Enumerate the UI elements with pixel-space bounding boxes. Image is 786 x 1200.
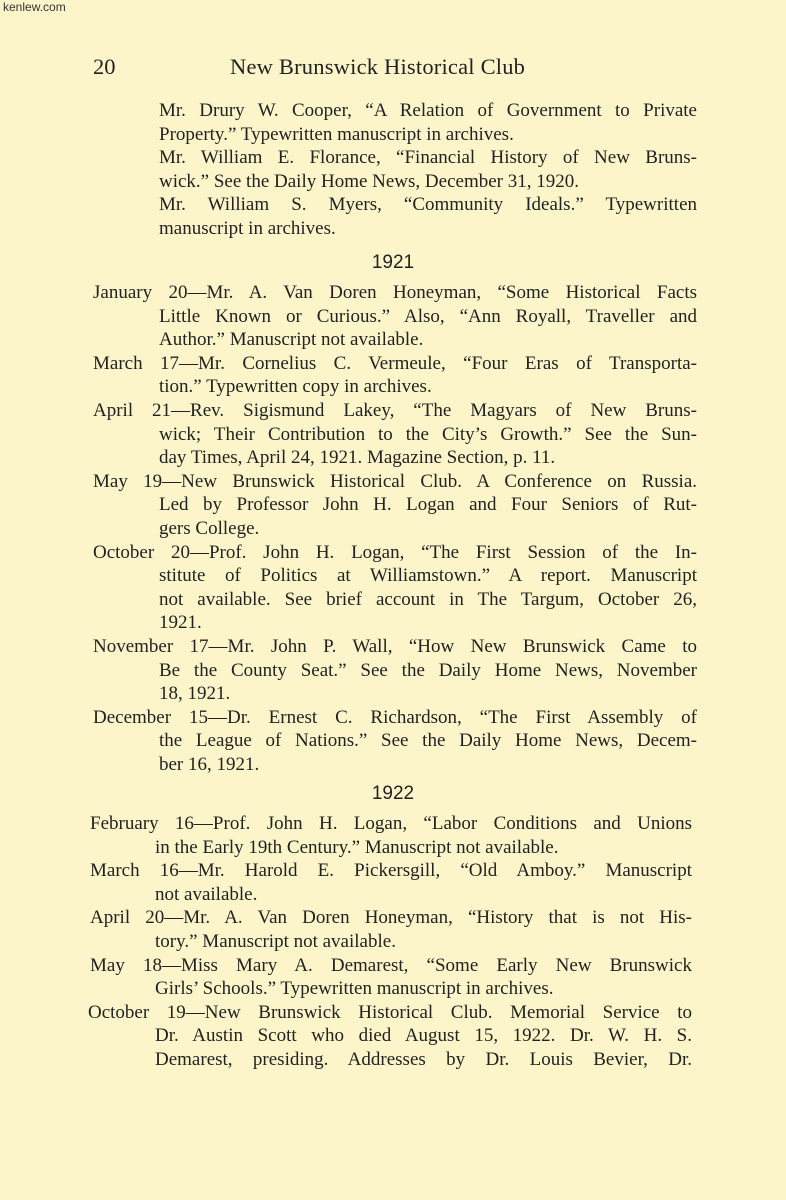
text-line: Dr. Austin Scott who died August 15, 1922. Dr. W. H. S. <box>155 1025 692 1047</box>
year-heading-1922: 1922 <box>371 783 415 804</box>
page-header <box>93 52 691 82</box>
text-line: April 21—Rev. Sigismund Lakey, “The Magyars of New Bruns- <box>93 400 697 421</box>
text-line: stitute of Politics at Williamstown.” A report. Manuscript <box>159 565 697 587</box>
text-line: May 19—New Brunswick Historical Club. A Conference on Russia. <box>93 470 697 492</box>
year-heading-1921: 1921 <box>371 252 415 273</box>
text-line: Demarest, presiding. Addresses by Dr. Louis Bevier, Dr. <box>155 1049 692 1070</box>
text-line: the League of Nations.” See the Daily Home News, Decem- <box>159 730 697 752</box>
text-line: not available. <box>155 883 258 905</box>
text-line: 1921. <box>159 612 202 634</box>
text-line: manuscript in archives. <box>159 218 336 239</box>
text-line: wick; Their Contribution to the City’s Growth.” See the Sun- <box>159 423 697 445</box>
text-line: Mr. Drury W. Cooper, “A Relation of Government to Private <box>159 100 697 121</box>
text-line: in the Early 19th Century.” Manuscript not available. <box>155 836 559 858</box>
text-line: December 15—Dr. Ernest C. Richardson, “The First Assembly of <box>93 706 697 728</box>
text-line: not available. See brief account in The Targum, October 26, <box>159 588 697 610</box>
text-line: March 17—Mr. Cornelius C. Vermeule, “Four Eras of Transporta- <box>93 352 697 374</box>
text-line: Little Known or Curious.” Also, “Ann Royall, Traveller and <box>159 305 697 327</box>
text-line: tion.” Typewritten copy in archives. <box>159 376 432 398</box>
text-line: October 20—Prof. John H. Logan, “The First Session of the In- <box>93 541 697 563</box>
text-line: day Times, April 24, 1921. Magazine Section, p. 11. <box>159 447 556 469</box>
watermark: kenlew.com <box>3 0 66 14</box>
text-line: February 16—Prof. John H. Logan, “Labor Conditions and Unions <box>90 813 692 834</box>
text-line: Property.” Typewritten manuscript in archives. <box>159 123 514 145</box>
text-line: wick.” See the Daily Home News, December 31, 1920. <box>159 170 579 192</box>
text-line: 18, 1921. <box>159 683 231 705</box>
text-line: November 17—Mr. John P. Wall, “How New Brunswick Came to <box>93 636 697 657</box>
text-line: March 16—Mr. Harold E. Pickersgill, “Old Amboy.” Manuscript <box>90 860 692 882</box>
text-line: October 19—New Brunswick Historical Club. Memorial Service to <box>88 1001 692 1023</box>
text-line: April 20—Mr. A. Van Doren Honeyman, “History that is not His- <box>90 907 692 929</box>
text-line: gers College. <box>159 518 260 539</box>
text-line: Girls’ Schools.” Typewritten manuscript in archives. <box>155 978 554 1000</box>
text-line: Author.” Manuscript not available. <box>159 329 424 351</box>
text-line: ber 16, 1921. <box>159 754 260 775</box>
page-number: 20 <box>93 54 116 79</box>
text-line: Mr. William S. Myers, “Community Ideals.” Typewritten <box>159 194 697 216</box>
text-line: May 18—Miss Mary A. Demarest, “Some Early New Brunswick <box>90 954 692 976</box>
text-line: Mr. William E. Florance, “Financial History of New Bruns- <box>159 147 697 169</box>
text-line: Led by Professor John H. Logan and Four Seniors of Rut- <box>159 494 697 516</box>
text-line: tory.” Manuscript not available. <box>155 931 396 952</box>
text-line: Be the County Seat.” See the Daily Home News, November <box>159 659 697 681</box>
text-line: January 20—Mr. A. Van Doren Honeyman, “Some Historical Facts <box>93 282 697 303</box>
running-title: New Brunswick Historical Club <box>230 54 526 79</box>
